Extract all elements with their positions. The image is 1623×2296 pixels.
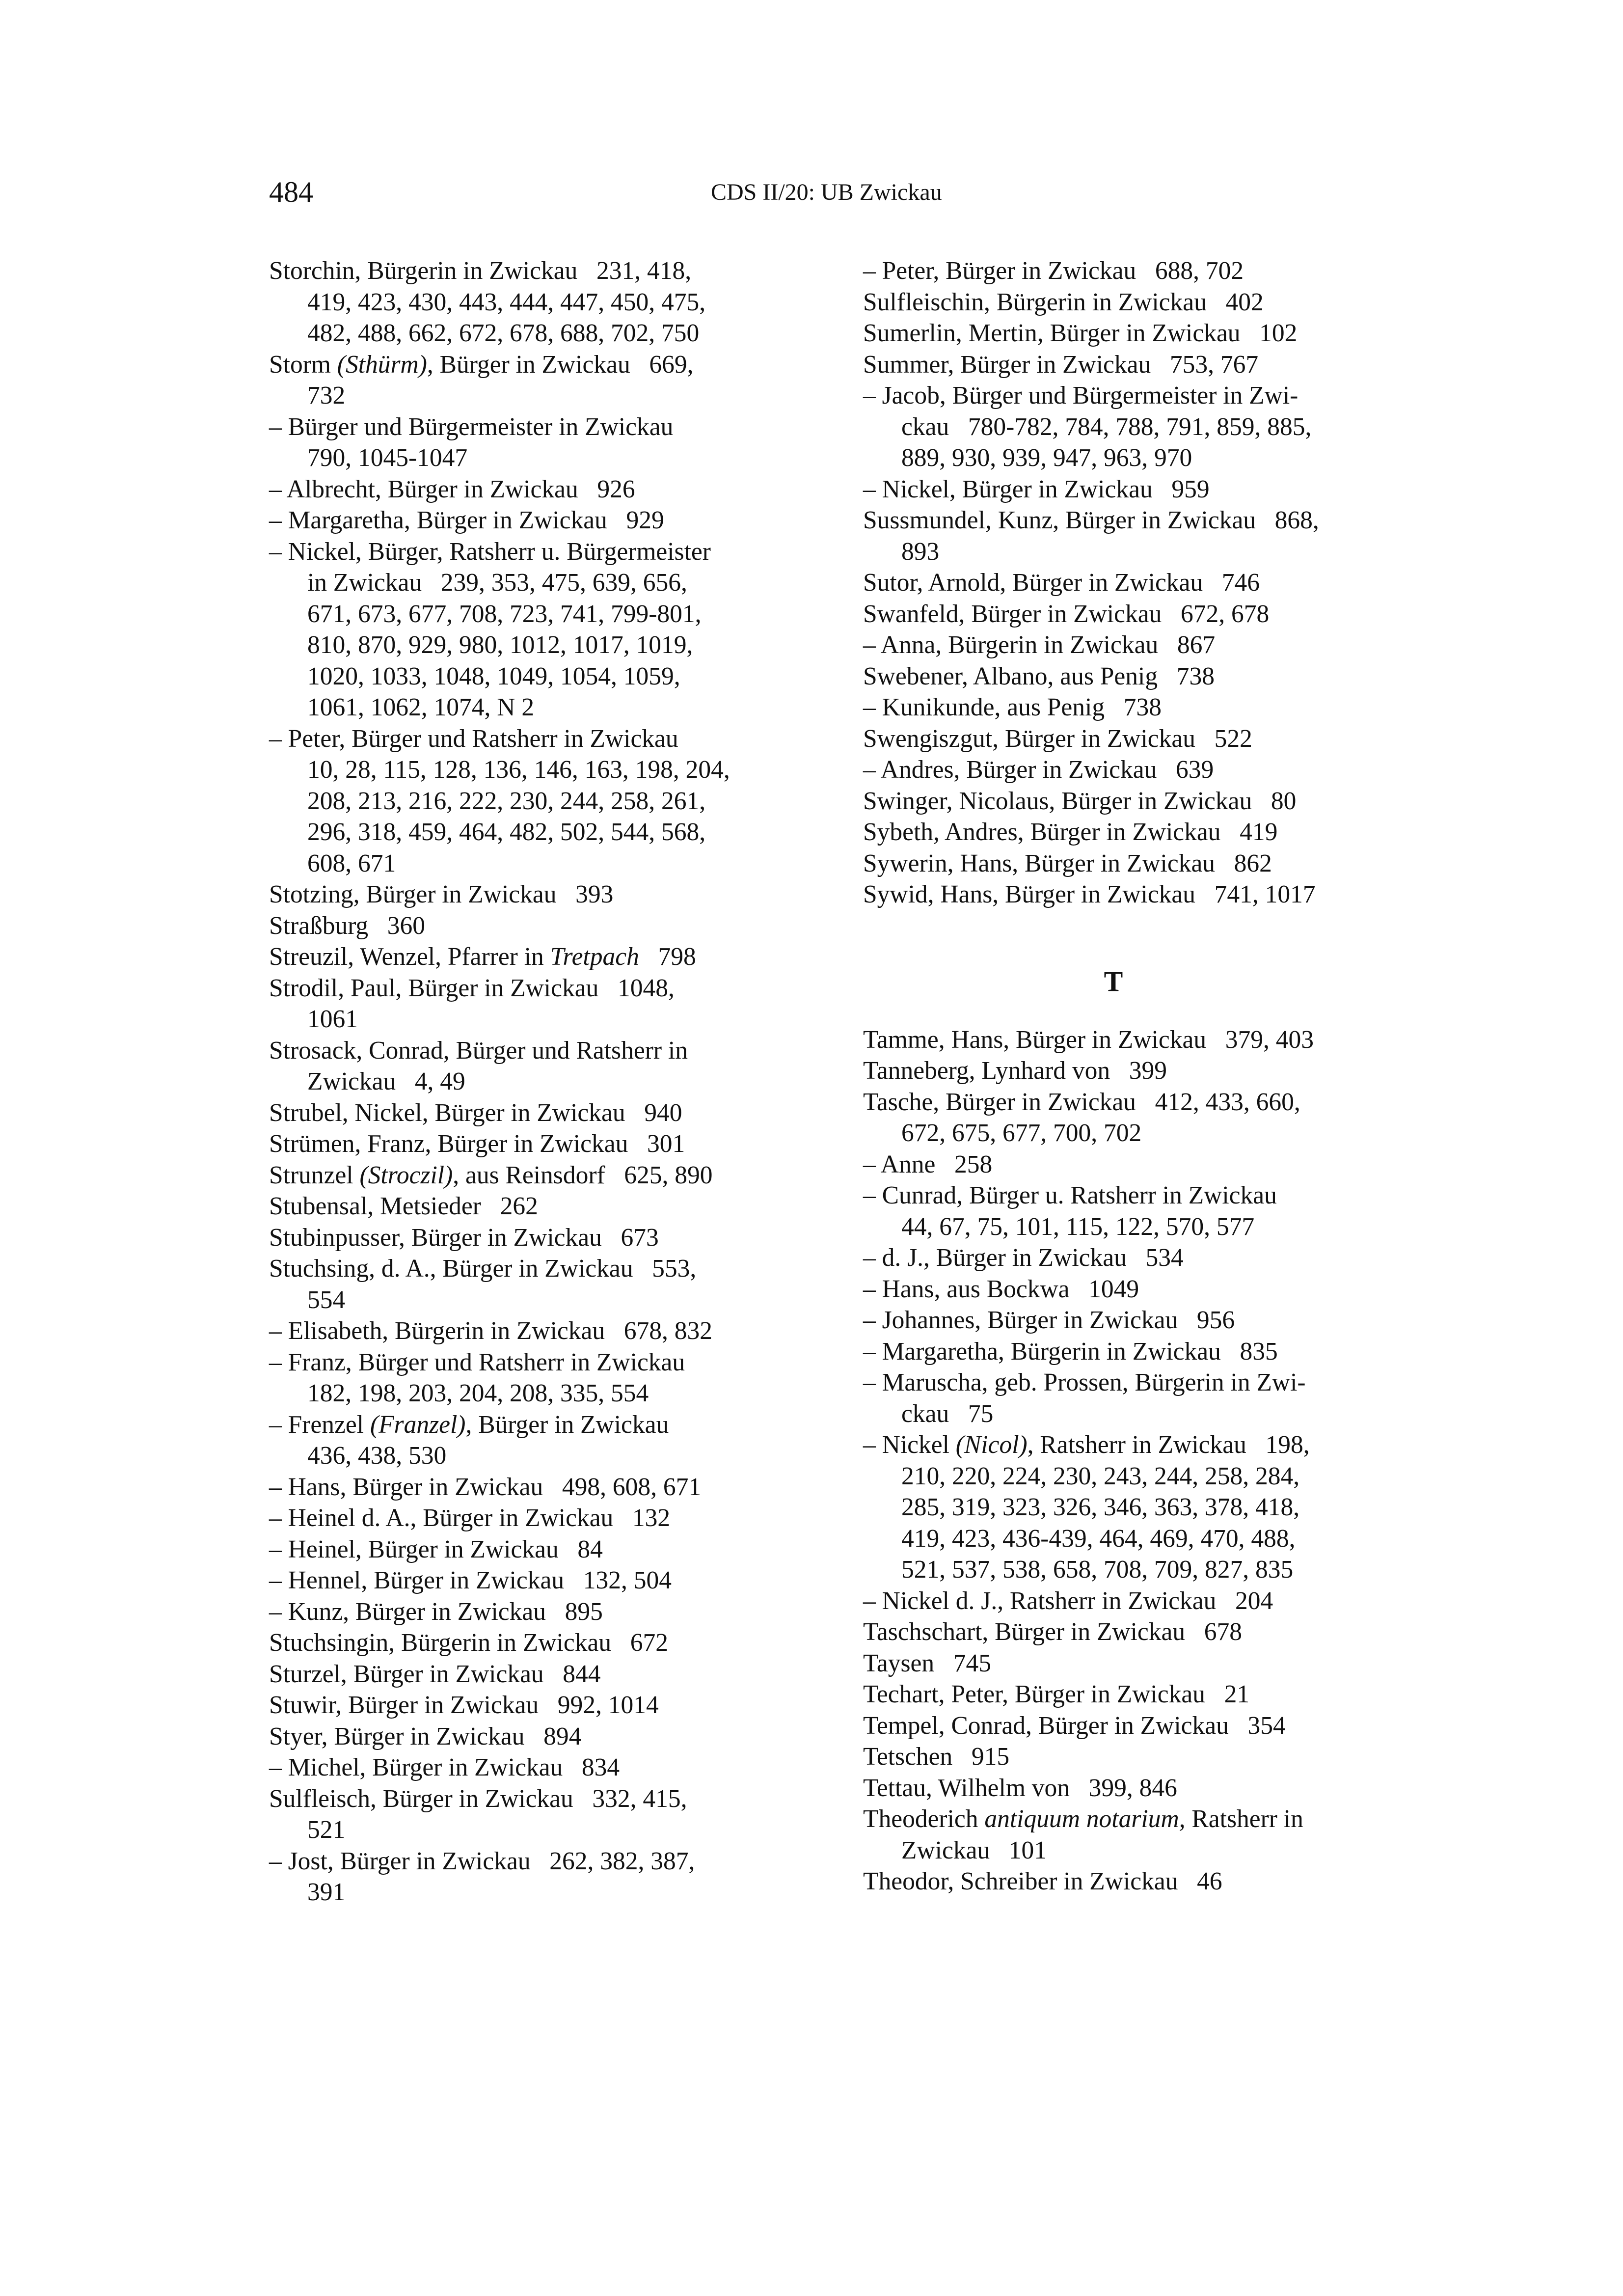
- index-entry: [863, 1180, 1364, 1242]
- index-entry: [863, 1585, 1364, 1617]
- index-entry-line: Swanfeld, Bürger in Zwickau 672, 678: [863, 600, 1270, 628]
- index-entry-line: 436, 438, 530: [307, 1442, 447, 1470]
- index-entry-line: – Bürger und Bürgermeister in Zwickau: [269, 412, 674, 441]
- index-entry: [269, 1596, 770, 1628]
- index-entry-line: Sulfleischin, Bürgerin in Zwickau 402: [863, 288, 1264, 316]
- index-entry-line: – Peter, Bürger in Zwickau 688, 702: [863, 257, 1244, 285]
- index-entry-line: Strümen, Franz, Bürger in Zwickau 301: [269, 1130, 685, 1158]
- index-entry-line: Storchin, Bürgerin in Zwickau 231, 418,: [269, 257, 692, 285]
- index-entry: [269, 1721, 770, 1752]
- index-entry: [269, 1846, 770, 1908]
- index-entry: [863, 1710, 1364, 1742]
- index-entry-line: Sywerin, Hans, Bürger in Zwickau 862: [863, 849, 1272, 877]
- index-entry-line: – Johannes, Bürger in Zwickau 956: [863, 1306, 1235, 1334]
- index-entry-line: 732: [307, 382, 346, 410]
- index-entry-line: Sulfleisch, Bürger in Zwickau 332, 415,: [269, 1784, 687, 1813]
- index-entry-line: Tasche, Bürger in Zwickau 412, 433, 660,: [863, 1088, 1300, 1116]
- index-entry-line: 554: [307, 1285, 346, 1314]
- index-entry-line: Sturzel, Bürger in Zwickau 844: [269, 1660, 601, 1688]
- index-entry-line: 790, 1045-1047: [307, 444, 468, 472]
- index-entry-line: 210, 220, 224, 230, 243, 244, 258, 284,: [901, 1462, 1300, 1490]
- index-entry-line: Zwickau 4, 49: [307, 1067, 465, 1095]
- index-entry: [269, 474, 770, 505]
- index-entry-line: Tetschen 915: [863, 1743, 1010, 1771]
- index-entry: [269, 973, 770, 1035]
- index-entry-line: 889, 930, 939, 947, 963, 970: [901, 444, 1192, 472]
- index-entry: [269, 411, 770, 474]
- index-entry: [269, 1347, 770, 1409]
- index-entry-line: 671, 673, 677, 708, 723, 741, 799-801,: [307, 600, 702, 628]
- index-column-right: [863, 255, 1364, 1897]
- index-entry: [269, 1752, 770, 1783]
- index-entry-line: – Elisabeth, Bürgerin in Zwickau 678, 832: [269, 1317, 713, 1345]
- index-entry-line: Sybeth, Andres, Bürger in Zwickau 419: [863, 818, 1278, 846]
- index-entry: [269, 879, 770, 910]
- index-entry: [269, 505, 770, 536]
- section-letter-heading: T: [1104, 965, 1123, 997]
- index-entry-line: 182, 198, 203, 204, 208, 335, 554: [307, 1379, 649, 1407]
- index-entry-line: Streuzil, Wenzel, Pfarrer in Tretpach 798: [269, 943, 696, 971]
- index-entry: [863, 1024, 1364, 1056]
- index-entry-line: Theodor, Schreiber in Zwickau 46: [863, 1867, 1222, 1895]
- index-entry: [863, 1429, 1364, 1585]
- index-entry: [863, 287, 1364, 318]
- index-entry-line: – Michel, Bürger in Zwickau 834: [269, 1753, 620, 1781]
- index-entry: [863, 1274, 1364, 1305]
- index-entry: [863, 1055, 1364, 1087]
- index-entry: [863, 629, 1364, 661]
- index-entry-line: – Andres, Bürger in Zwickau 639: [863, 756, 1214, 784]
- running-title: CDS II/20: UB Zwickau: [711, 179, 942, 205]
- index-entry-line: Tettau, Wilhelm von 399, 846: [863, 1774, 1177, 1802]
- index-entry: [863, 380, 1364, 474]
- index-entry-line: 391: [307, 1878, 346, 1906]
- index-entry: [863, 848, 1364, 879]
- index-entry-line: Stuchsingin, Bürgerin in Zwickau 672: [269, 1629, 668, 1657]
- index-entry-line: Swengiszgut, Bürger in Zwickau 522: [863, 724, 1252, 753]
- index-entry: [269, 1690, 770, 1721]
- index-entry-line: – Maruscha, geb. Prossen, Bürgerin in Zwi-: [863, 1368, 1306, 1396]
- index-entry-line: Strunzel (Stroczil), aus Reinsdorf 625, 890: [269, 1161, 713, 1189]
- index-entry-line: ckau 75: [901, 1399, 994, 1428]
- index-entry: [269, 1315, 770, 1347]
- index-entry: [269, 1783, 770, 1846]
- index-entry-line: 10, 28, 115, 128, 136, 146, 163, 198, 204,: [307, 756, 730, 784]
- index-entry-line: Stuwir, Bürger in Zwickau 992, 1014: [269, 1691, 659, 1719]
- index-entry-line: Swinger, Nicolaus, Bürger in Zwickau 80: [863, 787, 1297, 815]
- index-entry-line: 419, 423, 430, 443, 444, 447, 450, 475,: [307, 288, 706, 316]
- index-entry-line: Techart, Peter, Bürger in Zwickau 21: [863, 1680, 1250, 1708]
- index-entry-line: – Margaretha, Bürgerin in Zwickau 835: [863, 1337, 1278, 1366]
- index-section-s-continued: [863, 255, 1364, 910]
- index-entry: [269, 1253, 770, 1315]
- index-entry-line: Sutor, Arnold, Bürger in Zwickau 746: [863, 569, 1260, 597]
- index-entry-line: Tanneberg, Lynhard von 399: [863, 1057, 1167, 1085]
- index-entry-line: Tempel, Conrad, Bürger in Zwickau 354: [863, 1711, 1286, 1740]
- index-entry-line: – Kunikunde, aus Penig 738: [863, 693, 1162, 721]
- index-entry: [863, 1336, 1364, 1367]
- index-entry-line: 419, 423, 436-439, 464, 469, 470, 488,: [901, 1524, 1296, 1553]
- index-entry-line: – Hans, aus Bockwa 1049: [863, 1275, 1139, 1303]
- index-entry: [269, 1035, 770, 1097]
- index-entry: [269, 1659, 770, 1690]
- index-entry: [863, 505, 1364, 567]
- index-entry-line: – Peter, Bürger und Ratsherr in Zwickau: [269, 724, 678, 753]
- index-entry-line: Storm (Sthürm), Bürger in Zwickau 669,: [269, 350, 694, 379]
- index-entry: [269, 1409, 770, 1472]
- index-entry: [269, 1627, 770, 1659]
- index-entry: [269, 1534, 770, 1565]
- index-entry: [269, 1191, 770, 1222]
- index-entry: [863, 474, 1364, 505]
- index-entry-line: 672, 675, 677, 700, 702: [901, 1119, 1142, 1147]
- index-column-left: [269, 255, 770, 1908]
- index-entry-line: ckau 780-782, 784, 788, 791, 859, 885,: [901, 412, 1312, 441]
- index-entry-line: 1061, 1062, 1074, N 2: [307, 693, 535, 721]
- index-entry-line: in Zwickau 239, 353, 475, 639, 656,: [307, 569, 687, 597]
- index-entry: [863, 1616, 1364, 1648]
- index-entry-line: Taschschart, Bürger in Zwickau 678: [863, 1618, 1243, 1646]
- index-entry-line: – Albrecht, Bürger in Zwickau 926: [269, 475, 635, 503]
- index-entry: [269, 536, 770, 723]
- index-entry: [863, 318, 1364, 349]
- index-entry-line: 521, 537, 538, 658, 708, 709, 827, 835: [901, 1556, 1294, 1584]
- index-entry: [863, 817, 1364, 848]
- index-entry: [863, 1367, 1364, 1429]
- index-entry-line: – Nickel d. J., Ratsherr in Zwickau 204: [863, 1586, 1273, 1615]
- index-entry-line: 482, 488, 662, 672, 678, 688, 702, 750: [307, 319, 700, 347]
- index-entry: [863, 1866, 1364, 1897]
- index-entry-line: 893: [901, 537, 940, 566]
- index-entry-line: – Anne 258: [863, 1150, 993, 1178]
- index-entry: [863, 1149, 1364, 1180]
- index-entry: [863, 599, 1364, 630]
- index-entry-line: 521: [307, 1816, 346, 1844]
- index-entry-line: Stubinpusser, Bürger in Zwickau 673: [269, 1223, 659, 1252]
- index-entry-line: Tamme, Hans, Bürger in Zwickau 379, 403: [863, 1025, 1314, 1054]
- index-entry-line: – Heinel, Bürger in Zwickau 84: [269, 1535, 603, 1563]
- index-entry-line: – Nickel, Bürger in Zwickau 959: [863, 475, 1210, 503]
- index-entry: [863, 754, 1364, 786]
- index-entry-line: Summer, Bürger in Zwickau 753, 767: [863, 350, 1259, 379]
- index-entry-line: Stuchsing, d. A., Bürger in Zwickau 553,: [269, 1255, 697, 1283]
- index-entry: [863, 1242, 1364, 1274]
- index-entry-line: Straßburg 360: [269, 911, 426, 940]
- index-entry-line: Stotzing, Bürger in Zwickau 393: [269, 880, 614, 908]
- index-entry: [269, 1160, 770, 1191]
- index-entry-line: 810, 870, 929, 980, 1012, 1017, 1019,: [307, 631, 693, 659]
- index-entry-line: – Franz, Bürger und Ratsherr in Zwickau: [269, 1348, 685, 1376]
- index-entry-line: Sumerlin, Mertin, Bürger in Zwickau 102: [863, 319, 1298, 347]
- index-entry: [269, 255, 770, 349]
- page-number: 484: [269, 176, 313, 208]
- index-entry-line: Styer, Bürger in Zwickau 894: [269, 1722, 582, 1750]
- index-entry: [863, 1773, 1364, 1804]
- index-entry-line: – Anna, Bürgerin in Zwickau 867: [863, 631, 1216, 659]
- index-entry: [863, 1087, 1364, 1149]
- index-entry: [863, 567, 1364, 599]
- index-entry-line: 1020, 1033, 1048, 1049, 1054, 1059,: [307, 662, 680, 690]
- index-entry-line: – Hennel, Bürger in Zwickau 132, 504: [269, 1566, 672, 1594]
- index-entry: [269, 910, 770, 942]
- index-entry: [269, 1565, 770, 1596]
- index-entry-line: Taysen 745: [863, 1649, 991, 1677]
- index-entry: [269, 349, 770, 411]
- index-entry-line: 608, 671: [307, 849, 396, 877]
- index-entry-line: 44, 67, 75, 101, 115, 122, 570, 577: [901, 1212, 1255, 1241]
- index-entry: [863, 692, 1364, 723]
- index-entry: [269, 1472, 770, 1503]
- index-entry-line: Zwickau 101: [901, 1836, 1047, 1864]
- index-entry-line: – Heinel d. A., Bürger in Zwickau 132: [269, 1504, 671, 1532]
- index-entry-line: – Margaretha, Bürger in Zwickau 929: [269, 506, 664, 534]
- index-entry-line: Theoderich antiquum notarium, Ratsherr in: [863, 1805, 1303, 1833]
- index-entry: [863, 1305, 1364, 1336]
- index-entry: [863, 661, 1364, 692]
- index-entry-line: – Kunz, Bürger in Zwickau 895: [269, 1597, 603, 1626]
- index-entry-line: Strubel, Nickel, Bürger in Zwickau 940: [269, 1098, 682, 1127]
- index-entry: [863, 723, 1364, 755]
- index-entry: [269, 1097, 770, 1129]
- index-entry-line: – Frenzel (Franzel), Bürger in Zwickau: [269, 1410, 669, 1439]
- index-entry: [863, 255, 1364, 287]
- index-entry-line: Strosack, Conrad, Bürger und Ratsherr in: [269, 1036, 688, 1065]
- index-entry-line: – d. J., Bürger in Zwickau 534: [863, 1244, 1184, 1272]
- index-entry-line: Sywid, Hans, Bürger in Zwickau 741, 1017: [863, 880, 1316, 908]
- index-entry-line: 208, 213, 216, 222, 230, 244, 258, 261,: [307, 787, 706, 815]
- index-entry: [269, 1128, 770, 1160]
- index-entry: [863, 1679, 1364, 1710]
- index-entry: [863, 786, 1364, 817]
- index-entry: [269, 1222, 770, 1254]
- index-entry: [863, 1804, 1364, 1866]
- index-entry-line: 296, 318, 459, 464, 482, 502, 544, 568,: [307, 818, 706, 846]
- index-entry-line: – Jacob, Bürger und Bürgermeister in Zwi-: [863, 382, 1298, 410]
- index-entry: [269, 941, 770, 973]
- index-entry-line: Swebener, Albano, aus Penig 738: [863, 662, 1215, 690]
- index-entry-line: – Nickel, Bürger, Ratsherr u. Bürgermeister: [269, 537, 711, 566]
- index-entry-line: – Hans, Bürger in Zwickau 498, 608, 671: [269, 1473, 702, 1501]
- index-entry-line: Strodil, Paul, Bürger in Zwickau 1048,: [269, 974, 675, 1002]
- index-entry-line: Stubensal, Metsieder 262: [269, 1192, 538, 1220]
- index-entry-line: – Nickel (Nicol), Ratsherr in Zwickau 198,: [863, 1431, 1310, 1459]
- index-entry-line: 285, 319, 323, 326, 346, 363, 378, 418,: [901, 1493, 1300, 1521]
- index-entry-line: Sussmundel, Kunz, Bürger in Zwickau 868,: [863, 506, 1319, 534]
- index-entry-line: – Cunrad, Bürger u. Ratsherr in Zwickau: [863, 1181, 1277, 1209]
- index-entry: [269, 723, 770, 879]
- index-entry-line: – Jost, Bürger in Zwickau 262, 382, 387,: [269, 1847, 695, 1875]
- index-entry: [863, 349, 1364, 381]
- index-section-t: [863, 1024, 1364, 1897]
- index-entry: [863, 879, 1364, 910]
- index-entry: [269, 1503, 770, 1534]
- index-entry-line: 1061: [307, 1005, 358, 1033]
- index-entry: [863, 1741, 1364, 1773]
- index-entry: [863, 1648, 1364, 1679]
